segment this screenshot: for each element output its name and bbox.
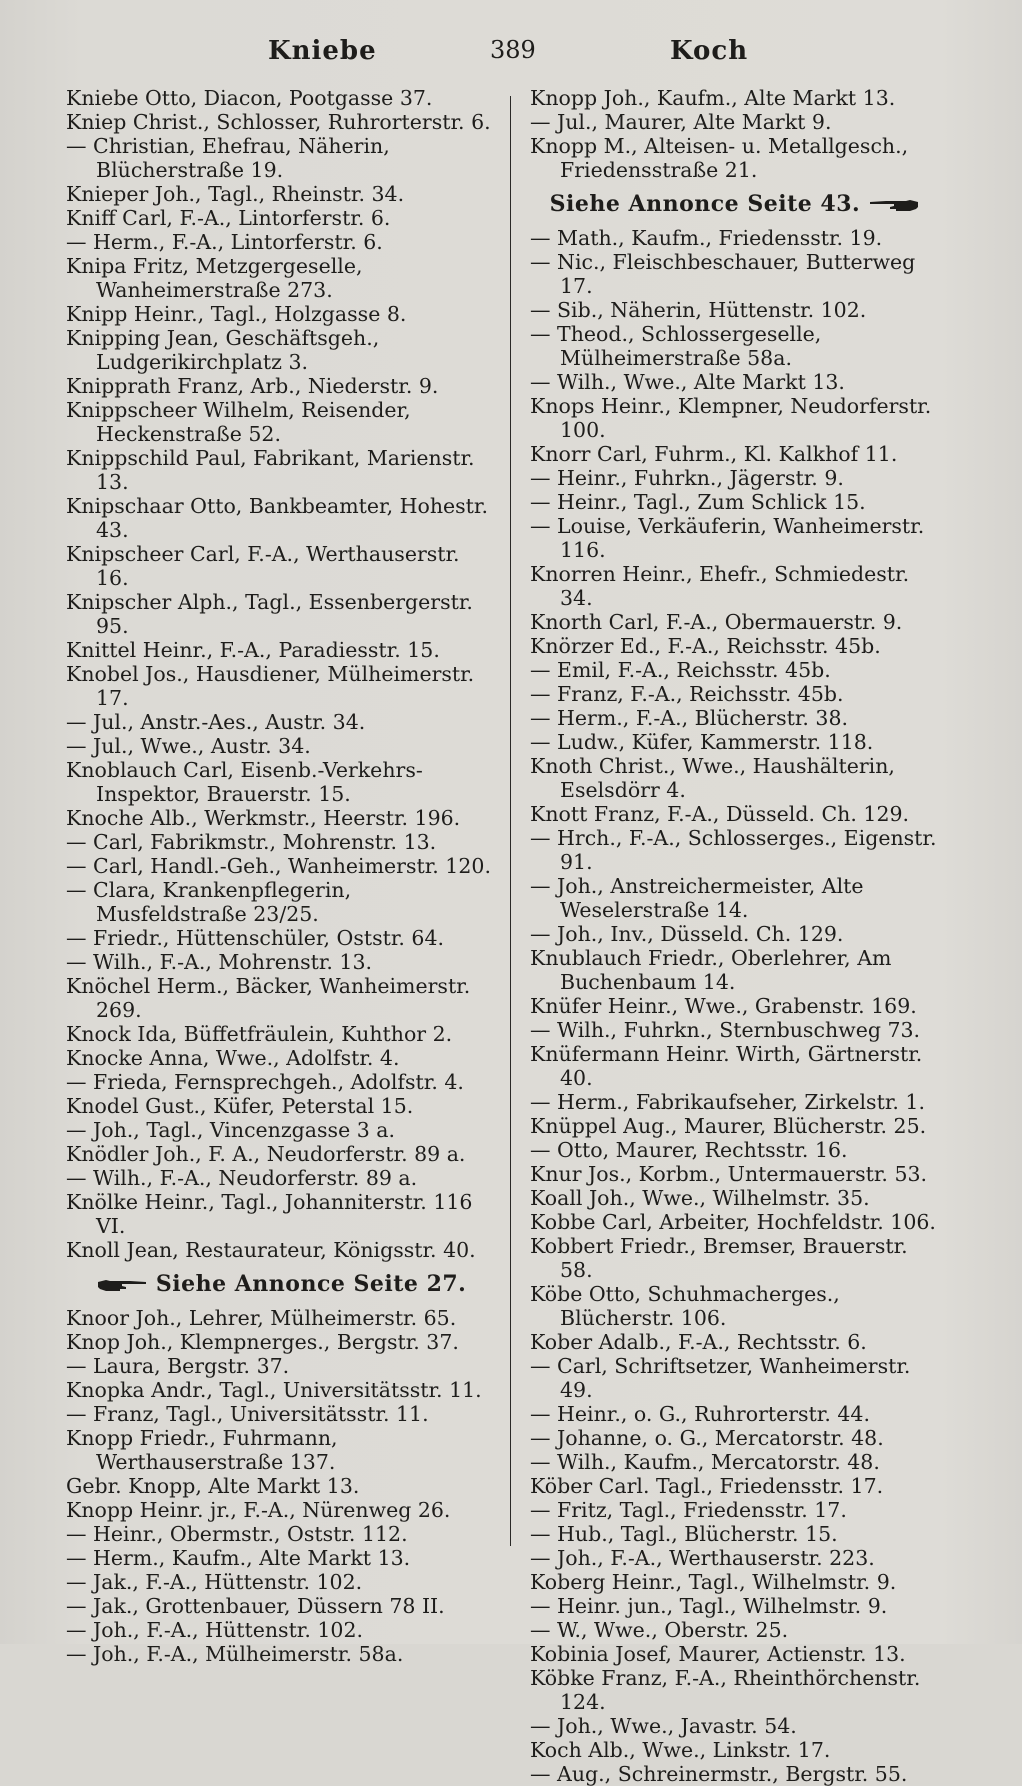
directory-entry: Knipprath Franz, Arb., Niederstr. 9. <box>66 374 439 398</box>
directory-entry: — W., Wwe., Oberstr. 25. <box>530 1618 789 1642</box>
directory-entry: — Hrch., F.-A., Schlosserges., Eigenstr. 91. <box>530 826 937 874</box>
directory-entry: — Carl, Fabrikmstr., Mohrenstr. 13. <box>66 830 437 854</box>
directory-entry: — Carl, Schriftsetzer, Wanheimerstr. 49. <box>530 1354 911 1402</box>
directory-entry: Knipp Heinr., Tagl., Holzgasse 8. <box>66 302 407 326</box>
directory-entry: Knipscher Alph., Tagl., Essenbergerstr. 95. <box>66 590 473 638</box>
directory-entry: — Carl, Handl.-Geh., Wanheimerstr. 120. <box>66 854 491 878</box>
directory-entry: — Sib., Näherin, Hüttenstr. 102. <box>530 298 867 322</box>
directory-entry: Knoll Jean, Restaurateur, Königsstr. 40. <box>66 1238 476 1262</box>
directory-entry: Knödler Joh., F. A., Neudorferstr. 89 a. <box>66 1142 466 1166</box>
directory-entry: — Aug., Schreinermstr., Bergstr. 55. <box>530 1762 908 1786</box>
directory-entry: — Otto, Maurer, Rechtsstr. 16. <box>530 1138 848 1162</box>
directory-entry: — Joh., F.-A., Mülheimerstr. 58a. <box>66 1642 404 1666</box>
directory-entry: Knipscheer Carl, F.-A., Werthauserstr. 16. <box>66 542 460 590</box>
left-entries-top <box>66 86 496 1262</box>
directory-entry: Kobbe Carl, Arbeiter, Hochfeldstr. 106. <box>530 1210 936 1234</box>
directory-entry: Köbke Franz, F.-A., Rheinthörchenstr. 124. <box>530 1666 921 1714</box>
directory-entry: — Christian, Ehefrau, Näherin, Blücherstraße 19. <box>66 134 390 182</box>
directory-entry: Kniff Carl, F.-A., Lintorferstr. 6. <box>66 206 391 230</box>
directory-entry: Knorr Carl, Fuhrm., Kl. Kalkhof 11. <box>530 442 898 466</box>
directory-entry: — Herm., F.-A., Blücherstr. 38. <box>530 706 849 730</box>
directory-entry: Koch Alb., Wwe., Linkstr. 17. <box>530 1738 831 1762</box>
directory-entry: — Heinr., Obermstr., Oststr. 112. <box>66 1522 408 1546</box>
directory-entry: Knipa Fritz, Metzgergeselle, Wanheimerstraße 273. <box>66 254 363 302</box>
directory-entry: — Joh., F.-A., Werthauserstr. 223. <box>530 1546 875 1570</box>
right-entries-bottom <box>530 226 940 1786</box>
directory-entry: Knüfermann Heinr. Wirth, Gärtnerstr. 40. <box>530 1042 923 1090</box>
directory-entry: — Joh., Wwe., Javastr. 54. <box>530 1714 797 1738</box>
right-column <box>530 86 940 1786</box>
directory-entry: Knorren Heinr., Ehefr., Schmiedestr. 34. <box>530 562 910 610</box>
right-annonce-notice <box>530 192 940 216</box>
directory-entry: Knipping Jean, Geschäftsgeh., Ludgerikirchplatz 3. <box>66 326 380 374</box>
directory-entry: — Joh., F.-A., Hüttenstr. 102. <box>66 1618 364 1642</box>
directory-entry: Kobinia Josef, Maurer, Actienstr. 13. <box>530 1642 906 1666</box>
directory-entry: Knorth Carl, F.-A., Obermauerstr. 9. <box>530 610 903 634</box>
directory-entry: — Joh., Tagl., Vincenzgasse 3 a. <box>66 1118 396 1142</box>
directory-entry: — Louise, Verkäuferin, Wanheimerstr. 116. <box>530 514 925 562</box>
directory-entry: — Jul., Wwe., Austr. 34. <box>66 734 311 758</box>
directory-entry: — Heinr., Fuhrkn., Jägerstr. 9. <box>530 466 844 490</box>
directory-entry: Gebr. Knopp, Alte Markt 13. <box>66 1474 360 1498</box>
directory-entry: Knocke Anna, Wwe., Adolfstr. 4. <box>66 1046 400 1070</box>
directory-entry: Knopka Andr., Tagl., Universitätsstr. 11. <box>66 1378 482 1402</box>
directory-entry: Koberg Heinr., Tagl., Wilhelmstr. 9. <box>530 1570 897 1594</box>
directory-entry: — Jak., F.-A., Hüttenstr. 102. <box>66 1570 363 1594</box>
right-entries-top <box>530 86 940 182</box>
directory-entry: — Friedr., Hüttenschüler, Oststr. 64. <box>66 926 445 950</box>
directory-entry: — Hub., Tagl., Blücherstr. 15. <box>530 1522 838 1546</box>
directory-entry: Knott Franz, F.-A., Düsseld. Ch. 129. <box>530 802 910 826</box>
pointing-hand-icon <box>868 197 920 213</box>
directory-entry: Knop Joh., Klempnerges., Bergstr. 37. <box>66 1330 459 1354</box>
directory-entry: Kniebe Otto, Diacon, Pootgasse 37. <box>66 86 433 110</box>
directory-entry: Knops Heinr., Klempner, Neudorferstr. 100. <box>530 394 932 442</box>
directory-entry: — Heinr., o. G., Ruhrorterstr. 44. <box>530 1402 870 1426</box>
directory-entry: Knodel Gust., Küfer, Peterstal 15. <box>66 1094 414 1118</box>
directory-entry: Knieper Joh., Tagl., Rheinstr. 34. <box>66 182 405 206</box>
directory-entry: — Theod., Schlossergeselle, Mülheimerstraße 58a. <box>530 322 822 370</box>
directory-entry: Knopp M., Alteisen- u. Metallgesch., Friedensstraße 21. <box>530 134 909 182</box>
directory-entry: Köber Carl. Tagl., Friedensstr. 17. <box>530 1474 884 1498</box>
right-annonce-text: Siehe Annonce Seite 43. <box>549 191 861 217</box>
directory-entry: Knüfer Heinr., Wwe., Grabenstr. 169. <box>530 994 917 1018</box>
directory-entry: — Jul., Anstr.-Aes., Austr. 34. <box>66 710 366 734</box>
directory-entry: — Franz, F.-A., Reichsstr. 45b. <box>530 682 844 706</box>
page-number: 389 <box>490 36 536 64</box>
directory-entry: — Herm., Fabrikaufseher, Zirkelstr. 1. <box>530 1090 925 1114</box>
directory-entry: Knörzer Ed., F.-A., Reichsstr. 45b. <box>530 634 881 658</box>
directory-entry: Köbe Otto, Schuhmacherges., Blücherstr. 106. <box>530 1282 840 1330</box>
directory-entry: Knopp Friedr., Fuhrmann, Werthauserstraße 137. <box>66 1426 338 1474</box>
column-divider <box>510 96 511 1546</box>
directory-entry: — Jul., Maurer, Alte Markt 9. <box>530 110 832 134</box>
directory-entry: Knopp Joh., Kaufm., Alte Markt 13. <box>530 86 896 110</box>
left-annonce-text: Siehe Annonce Seite 27. <box>155 1271 467 1297</box>
directory-entry: — Wilh., F.-A., Neudorferstr. 89 a. <box>66 1166 418 1190</box>
directory-entry: — Joh., Anstreichermeister, Alte Weselerstraße 14. <box>530 874 864 922</box>
directory-entry: — Heinr. jun., Tagl., Wilhelmstr. 9. <box>530 1594 888 1618</box>
directory-entry: Knittel Heinr., F.-A., Paradiesstr. 15. <box>66 638 440 662</box>
directory-entry: Knippscheer Wilhelm, Reisender, Heckenstraße 52. <box>66 398 411 446</box>
directory-entry: Knippschild Paul, Fabrikant, Marienstr. 13. <box>66 446 475 494</box>
directory-entry: — Clara, Krankenpflegerin, Musfeldstraße 23/25. <box>66 878 352 926</box>
left-entries-bottom <box>66 1306 496 1666</box>
directory-entry: — Fritz, Tagl., Friedensstr. 17. <box>530 1498 847 1522</box>
directory-entry: — Johanne, o. G., Mercatorstr. 48. <box>530 1426 884 1450</box>
directory-entry: — Frieda, Fernsprechgeh., Adolfstr. 4. <box>66 1070 464 1094</box>
directory-entry: Knoor Joh., Lehrer, Mülheimerstr. 65. <box>66 1306 457 1330</box>
directory-entry: Knöchel Herm., Bäcker, Wanheimerstr. 269. <box>66 974 471 1022</box>
directory-entry: — Wilh., Wwe., Alte Markt 13. <box>530 370 845 394</box>
page-header <box>0 36 1022 76</box>
directory-entry: Knobel Jos., Hausdiener, Mülheimerstr. 17. <box>66 662 475 710</box>
left-catchword: Kniebe <box>268 36 377 66</box>
directory-entry: — Franz, Tagl., Universitätsstr. 11. <box>66 1402 429 1426</box>
directory-entry: — Wilh., F.-A., Mohrenstr. 13. <box>66 950 373 974</box>
directory-entry: — Emil, F.-A., Reichsstr. 45b. <box>530 658 831 682</box>
directory-entry: Kobbert Friedr., Bremser, Brauerstr. 58. <box>530 1234 908 1282</box>
left-annonce-notice <box>66 1272 496 1296</box>
directory-entry: Knoblauch Carl, Eisenb.-Verkehrs-Inspektor, Brauerstr. 15. <box>66 758 423 806</box>
directory-entry: Knublauch Friedr., Oberlehrer, Am Buchenbaum 14. <box>530 946 892 994</box>
directory-entry: — Herm., Kaufm., Alte Markt 13. <box>66 1546 411 1570</box>
directory-entry: Knur Jos., Korbm., Untermauerstr. 53. <box>530 1162 928 1186</box>
pointing-hand-icon <box>96 1277 148 1293</box>
directory-entry: — Wilh., Kaufm., Mercatorstr. 48. <box>530 1450 880 1474</box>
directory-entry: — Joh., Inv., Düsseld. Ch. 129. <box>530 922 844 946</box>
right-catchword: Koch <box>670 36 749 66</box>
directory-entry: Knoth Christ., Wwe., Haushälterin, Eselsdörr 4. <box>530 754 895 802</box>
directory-entry: Kober Adalb., F.-A., Rechtsstr. 6. <box>530 1330 867 1354</box>
directory-entry: Knüppel Aug., Maurer, Blücherstr. 25. <box>530 1114 927 1138</box>
directory-entry: — Heinr., Tagl., Zum Schlick 15. <box>530 490 866 514</box>
directory-entry: — Laura, Bergstr. 37. <box>66 1354 290 1378</box>
directory-entry: — Ludw., Küfer, Kammerstr. 118. <box>530 730 874 754</box>
directory-entry: Knock Ida, Büffetfräulein, Kuhthor 2. <box>66 1022 453 1046</box>
directory-entry: — Math., Kaufm., Friedensstr. 19. <box>530 226 883 250</box>
directory-entry: Knopp Heinr. jr., F.-A., Nürenweg 26. <box>66 1498 451 1522</box>
directory-entry: — Nic., Fleischbeschauer, Butterweg 17. <box>530 250 916 298</box>
directory-entry: Knölke Heinr., Tagl., Johanniterstr. 116 VI. <box>66 1190 473 1238</box>
directory-entry: — Herm., F.-A., Lintorferstr. 6. <box>66 230 383 254</box>
directory-entry: Koall Joh., Wwe., Wilhelmstr. 35. <box>530 1186 870 1210</box>
left-column <box>66 86 496 1666</box>
directory-entry: Knipschaar Otto, Bankbeamter, Hohestr. 43. <box>66 494 488 542</box>
directory-entry: — Jak., Grottenbauer, Düssern 78 II. <box>66 1594 445 1618</box>
directory-entry: Knoche Alb., Werkmstr., Heerstr. 196. <box>66 806 461 830</box>
directory-entry: — Wilh., Fuhrkn., Sternbuschweg 73. <box>530 1018 921 1042</box>
directory-entry: Kniep Christ., Schlosser, Ruhrorterstr. 6. <box>66 110 491 134</box>
